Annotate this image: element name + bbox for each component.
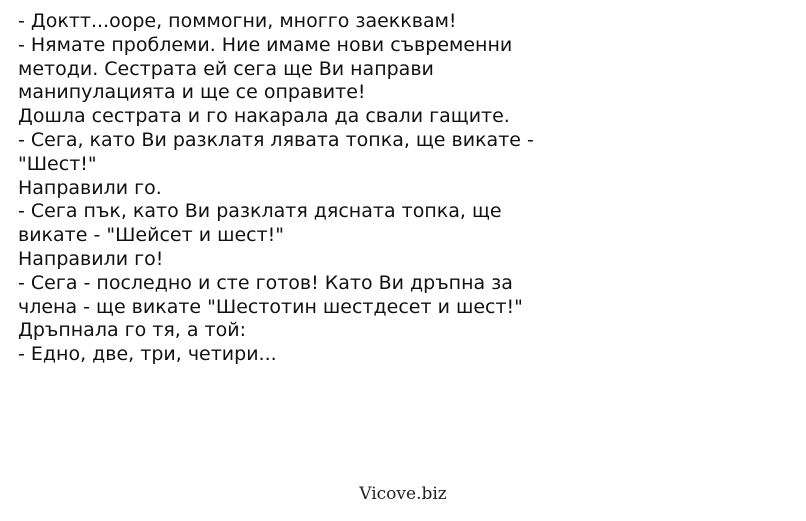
joke-line: Дръпнала го тя, а той: — [18, 319, 246, 342]
joke-line: - Нямате проблеми. Ние имаме нови съвременни — [18, 33, 513, 56]
joke-line: - Доктт...ооре, поммогни, многго заекквам! — [18, 10, 457, 32]
joke-line: члена - ще викате "Шестотин шестдесет и шест!" — [18, 295, 523, 318]
joke-line: - Сега, като Ви разклатя лявата топка, ще викате - — [18, 128, 534, 151]
joke-line: - Едно, две, три, четири... — [18, 343, 277, 366]
joke-line: Направили го. — [18, 176, 162, 199]
joke-line: манипулацията и ще се оправите! — [18, 81, 366, 104]
joke-line: Дошла сестрата и го накарала да свали гащите. — [18, 105, 510, 128]
joke-line: - Сега - последно и сте готов! Като Ви дръпна за — [18, 271, 513, 294]
joke-line: методи. Сестрата ей сега ще Ви направи — [18, 57, 434, 80]
joke-line: - Сега пък, като Ви разклатя дясната топка, ще — [18, 200, 502, 223]
joke-line: викате - "Шейсет и шест!" — [18, 224, 285, 247]
joke-line: "Шест!" — [18, 152, 97, 175]
joke-line: Направили го! — [18, 247, 164, 270]
joke-text — [18, 10, 788, 367]
site-watermark: Vicove.biz — [359, 484, 447, 504]
